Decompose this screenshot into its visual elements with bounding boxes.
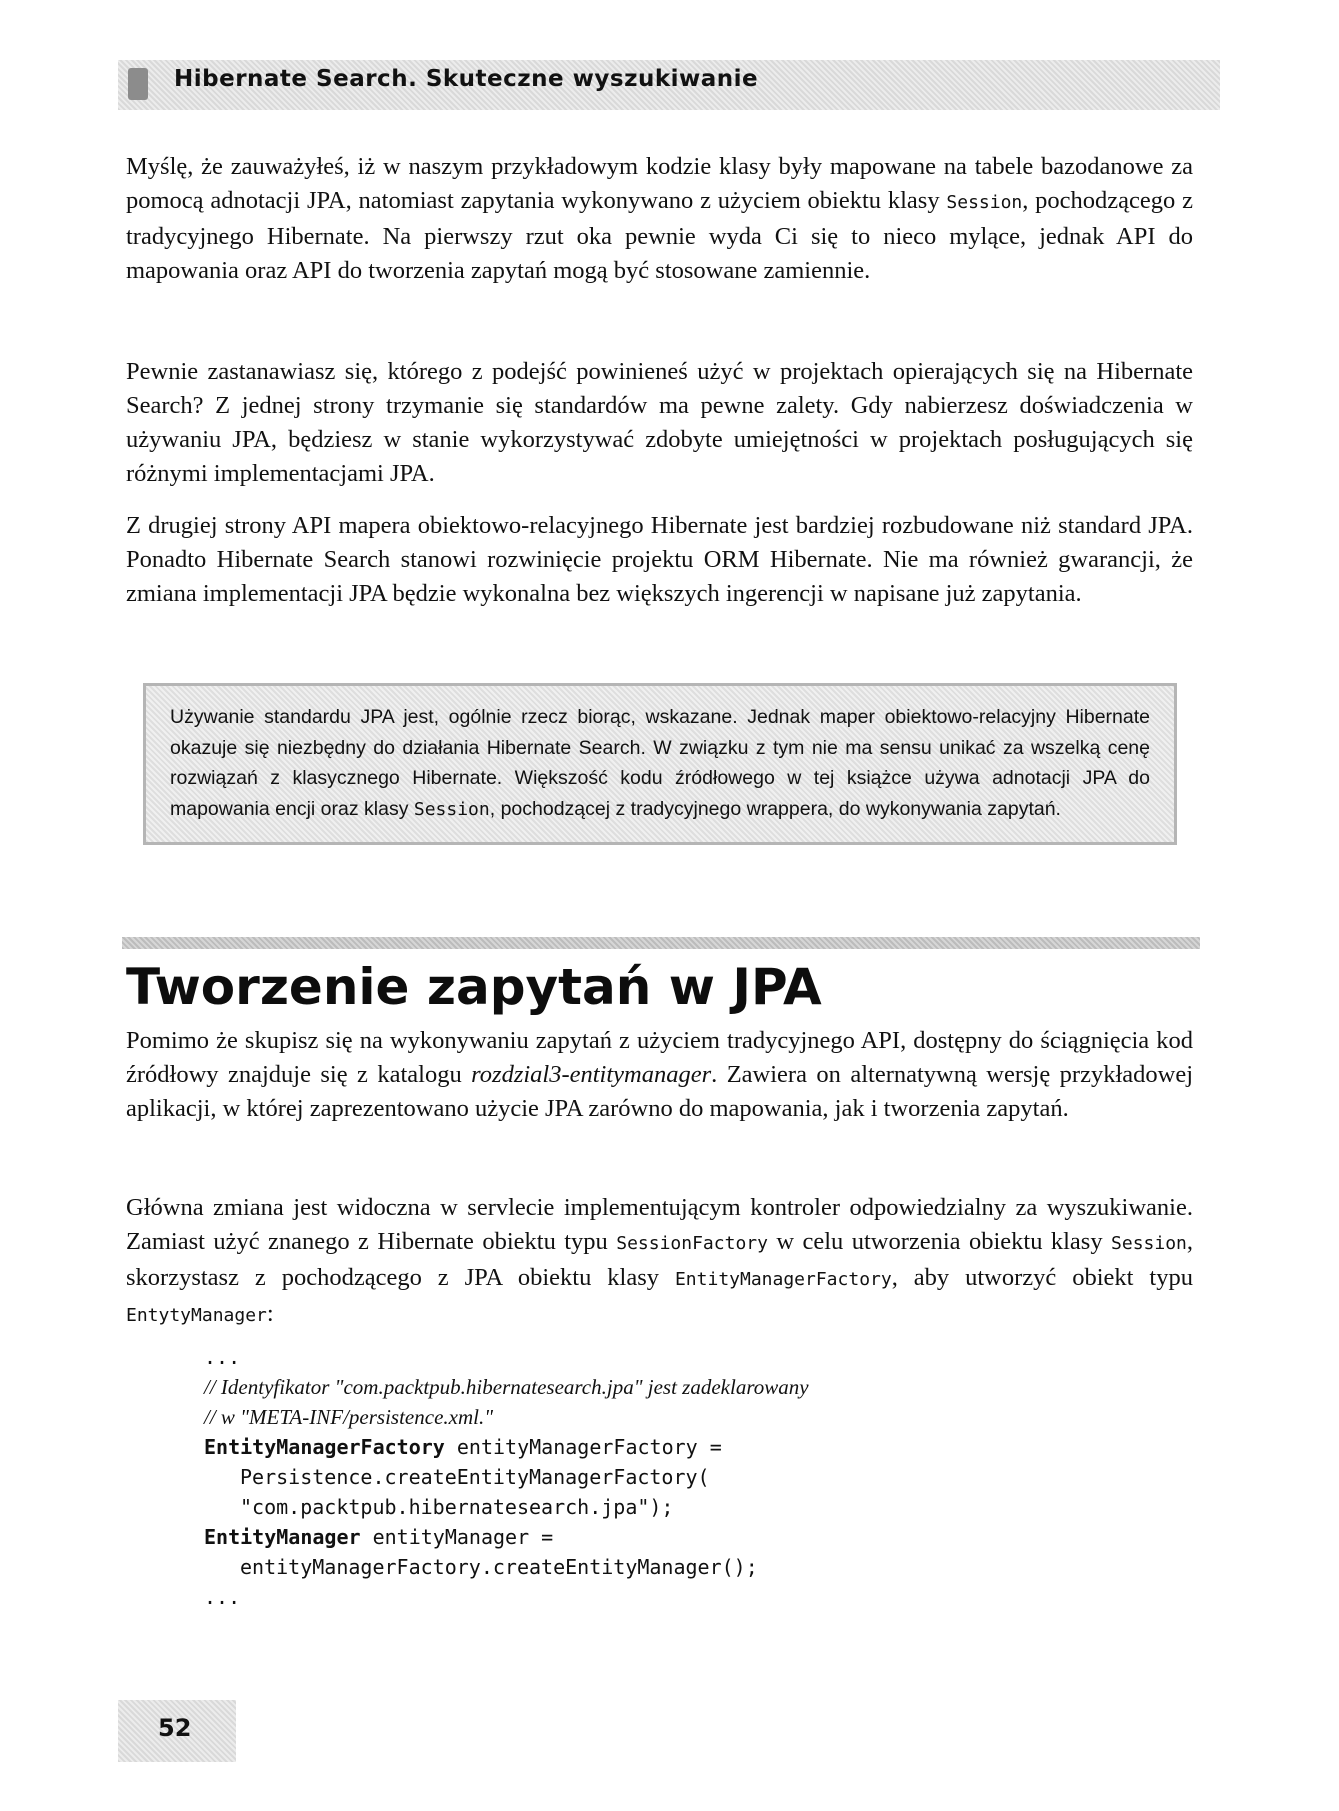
paragraph-1 — [126, 150, 1193, 288]
paragraph-1-text-b: , pochodzącego z tradycyjnego Hibernate. Na pierwszy rzut oka pewnie wyda Ci się to nieco mylące, jednak API do mapowania oraz API do tworzenia zapytań mogą być stosowane zamiennie. — [126, 187, 1193, 284]
section-paragraph-2-text-b: w celu utworzenia obiektu klasy — [767, 1228, 1112, 1255]
section-divider — [122, 937, 1200, 949]
note-inline-code-session: Session — [413, 798, 490, 820]
inline-code-sessionfactory: SessionFactory — [616, 1233, 768, 1254]
paragraph-3: Z drugiej strony API mapera obiektowo-relacyjnego Hibernate jest bardziej rozbudowane niż standard JPA. Ponadto Hibernate Search stanowi rozwinięcie projektu ORM Hibernate. Nie ma również gwarancji, że zmiana implementacji JPA będzie wykonalna bez większych ingerencji w napisane już zapytania. — [126, 512, 1193, 607]
section-title: Tworzenie zapytań w JPA — [126, 958, 822, 1016]
section-paragraph-1-text-a: Pomimo że skupisz się na wykonywaniu zapytań z użyciem tradycyjnego API, dostępny do ściągnięcia kod źródłowy znajduje się z katalogu — [126, 1027, 1193, 1088]
paragraph-1-text-a: Myślę, że zauważyłeś, iż w naszym przykładowym kodzie klasy były mapowane na tabele bazodanowe za pomocą adnotacji JPA, natomiast zapytania wykonywano z użyciem obiektu klasy — [126, 153, 1193, 214]
section-paragraph-2 — [126, 1191, 1193, 1333]
code-line: entityManagerFactory.createEntityManager(); — [240, 1555, 758, 1579]
code-line: ... — [204, 1345, 241, 1369]
inline-code-entytymanager: EntytyManager — [126, 1305, 267, 1326]
code-keyword: EntityManagerFactory — [204, 1435, 445, 1459]
note-text-a: Używanie standardu JPA jest, ogólnie rzecz biorąc, wskazane. Jednak maper obiektowo-relacyjny Hibernate okazuje się niezbędny do działania Hibernate Search. W związku z tym nie ma sensu unikać za wszelką cenę rozwiązań z klasycznego Hibernate. Większość kodu źródłowego w tej książce używa adnotacji JPA do mapowania encji oraz klasy — [170, 706, 1150, 820]
section-paragraph-2-text-e: : — [266, 1300, 274, 1327]
code-keyword: EntityManager — [204, 1525, 361, 1549]
running-header-title: Hibernate Search. Skuteczne wyszukiwanie — [174, 66, 759, 92]
note-box — [143, 683, 1177, 845]
page-number: 52 — [158, 1714, 192, 1742]
inline-code-session-2: Session — [1111, 1233, 1187, 1254]
section-paragraph-2-text-d: , aby utworzyć obiekt typu — [891, 1264, 1193, 1291]
paragraph-2: Pewnie zastanawiasz się, którego z podejść powinieneś użyć w projektach opierających się na Hibernate Search? Z jednej strony trzymanie się standardów ma pewne zalety. Gdy nabierzesz doświadczenia w używaniu JPA, będziesz w stanie wykorzystywać zdobyte umiejętności w projektach posługujących się różnymi implementacjami JPA. — [126, 358, 1193, 487]
note-text — [170, 702, 1150, 825]
directory-name: rozdzial3-entitymanager — [471, 1061, 712, 1088]
note-text-b: , pochodzącej z tradycyjnego wrappera, do wykonywania zapytań. — [489, 797, 1061, 820]
inline-code-entitymanagerfactory: EntityManagerFactory — [674, 1269, 892, 1290]
code-text: entityManager = — [360, 1525, 554, 1549]
section-paragraph-1 — [126, 1024, 1193, 1126]
section-paragraph-1-text-b: . Zawiera on alternatywną wersję przykładowej aplikacji, w której zaprezentowano użycie JPA zarówno do mapowania, jak i tworzenia zapytań. — [126, 1061, 1193, 1122]
section-paragraph-2-text-a: Główna zmiana jest widoczna w servlecie implementującym kontroler odpowiedzialny za wyszukiwanie. Zamiast użyć znanego z Hibernate obiektu typu — [126, 1194, 1193, 1255]
code-line — [204, 1432, 809, 1462]
header-marker-tab — [128, 68, 148, 100]
code-comment: // w "META-INF/persistence.xml." — [204, 1405, 494, 1429]
code-line: "com.packtpub.hibernatesearch.jpa"); — [240, 1495, 674, 1519]
code-line: ... — [204, 1585, 241, 1609]
section-paragraph-2-text-c: , skorzystasz z pochodzącego z JPA obiektu klasy — [126, 1228, 1193, 1291]
code-line: Persistence.createEntityManagerFactory( — [240, 1465, 710, 1489]
code-block — [204, 1342, 809, 1612]
code-text: entityManagerFactory = — [444, 1435, 722, 1459]
code-comment: // Identyfikator "com.packtpub.hibernatesearch.jpa" jest zadeklarowany — [204, 1375, 809, 1399]
inline-code-session: Session — [946, 192, 1023, 213]
code-line — [204, 1522, 809, 1552]
